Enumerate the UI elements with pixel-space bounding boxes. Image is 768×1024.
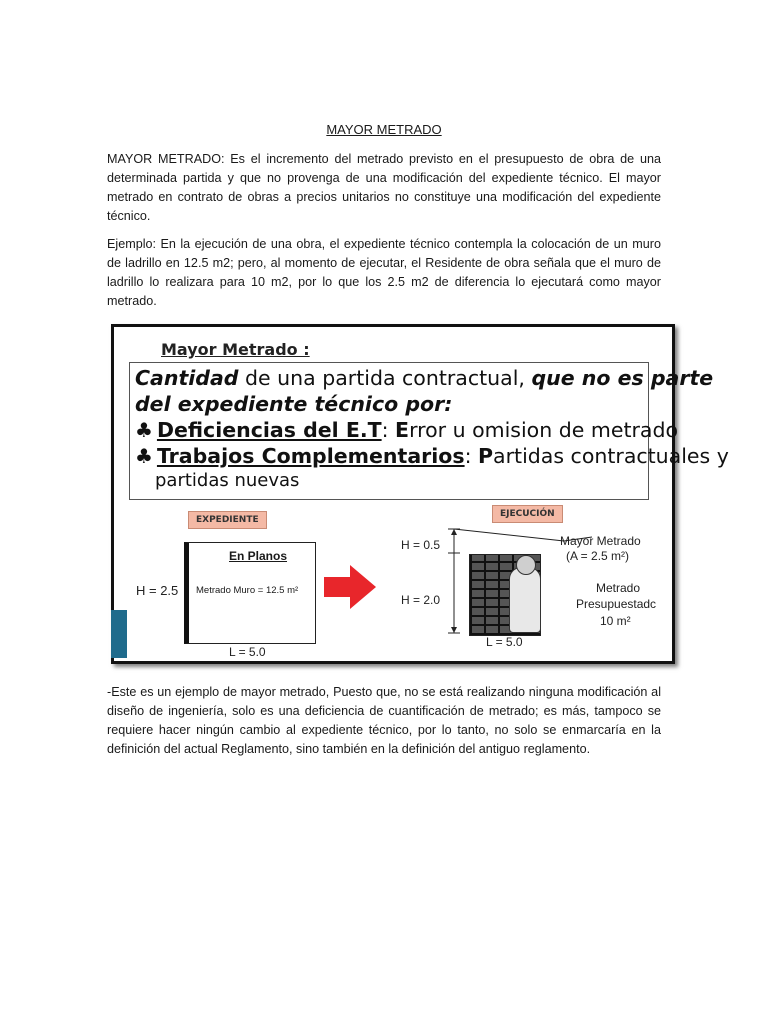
bullet2-rest: artidas contractuales y [493,444,729,468]
h-top-label: H = 0.5 [401,538,441,552]
presupuestado-line-3: 10 m² [600,614,631,628]
mayor-metrado-label: Mayor Metrado [560,534,641,548]
bullet1-colon: : [381,418,396,442]
bullet2-label: Trabajos Complementarios [156,444,465,468]
bullet1-label: Deficiencias del E.T [156,418,382,442]
expediente-tag: EXPEDIENTE [188,511,267,529]
mayor-metrado-area: (A = 2.5 m²) [566,549,630,563]
h-left-label: H = 2.5 [136,583,179,598]
conclusion-paragraph: -Este es un ejemplo de mayor metrado, Puesto que, no se está realizando ninguna modificación al diseño de ingeniería, solo es una deficiencia de cuantificación de metrado; es más, tampoco se requiere hacer ningún cambio al expediente técnico, por lo tanto, no solo se enmarcaría en la definición del actual Reglamento, sino también en la definición del antiguo reglamento. [107,685,661,756]
right-arrow-icon [324,565,376,609]
bullet-deficiencias [135,417,679,443]
partida-text: de una partida contractual, [238,366,532,390]
h-mid-label: H = 2.0 [401,593,441,607]
definition-paragraph: MAYOR METRADO: Es el incremento del metrado previsto en el presupuesto de obra de una determinada partida y que no provenga de una modificación del expediente técnico. El mayor metrado en contrato de obras a precios unitarios no constituye una modificación del expediente técnico. [107,152,661,223]
club-bullet-icon: ♣ [135,444,153,468]
bullet1-rest: rror u omision de metrado [409,418,679,442]
definition-line-2: del expediente técnico por: [135,392,453,416]
l-left-label: L = 5.0 [229,645,266,659]
definition-line-5: partidas nuevas [155,470,300,491]
l-right-label: L = 5.0 [486,635,523,649]
figure-heading: Mayor Metrado : [161,340,310,359]
accent-strip [111,610,127,658]
bullet2-colon: : [464,444,479,468]
presupuestado-line-1: Metrado [596,581,641,595]
plan-title: En Planos [229,549,288,563]
no-es-parte-text: que no es parte [531,366,714,390]
ejecucion-tag: EJECUCIÓN [492,505,563,523]
example-paragraph: Ejemplo: En la ejecución de una obra, el expediente técnico contempla la colocación de un muro de ladrillo en 12.5 m2; pero, al momento de ejecutar, el Residente de obra señala que el muro de ladrillo lo realizara para 10 m2, por lo que los 2.5 m2 de diferencia lo ejecutará como mayor metrado. [107,237,661,308]
plan-rectangle [184,542,316,644]
worker-head [516,555,536,575]
definition-box [129,362,729,500]
presupuestado-line-2: Presupuestadc [576,597,657,611]
club-bullet-icon: ♣ [135,418,153,442]
bullet2-initial: P [478,444,494,468]
page-title: MAYOR METRADO [326,122,442,137]
bullet-trabajos [135,443,729,469]
cantidad-text: Cantidad [135,366,239,390]
mayor-metrado-figure [111,324,729,664]
definition-line-1 [135,365,714,391]
bullet1-initial: E [395,418,410,442]
worker-figure [509,567,541,633]
plan-body: Metrado Muro = 12.5 m² [196,585,299,596]
